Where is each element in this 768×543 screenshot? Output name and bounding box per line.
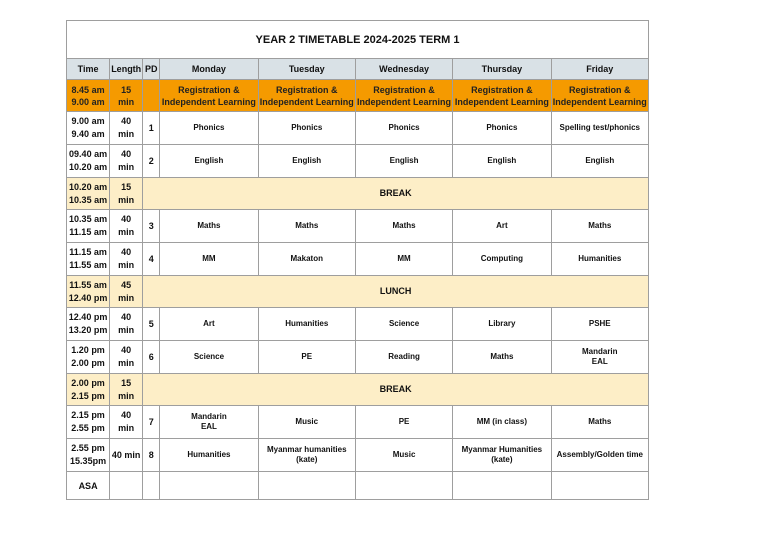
lesson-wednesday: Science (355, 308, 452, 341)
empty-cell (258, 472, 355, 500)
length-value: 40 (121, 312, 132, 322)
table-row (67, 112, 649, 145)
lesson-line1: Myanmar Humanities (461, 445, 543, 454)
lesson-tuesday (258, 439, 355, 472)
timetable (66, 20, 649, 500)
lesson-monday: Humanities (160, 439, 258, 472)
length-cell (110, 243, 143, 276)
lesson-monday: Science (160, 341, 258, 374)
break-row (67, 374, 649, 406)
lesson-wednesday: Phonics (355, 112, 452, 145)
time-start: 2.55 pm (71, 443, 105, 453)
lunch-label: LUNCH (143, 276, 649, 308)
pd-cell: 3 (143, 210, 160, 243)
time-cell (67, 178, 110, 210)
empty-cell (551, 472, 648, 500)
lesson-thursday: Art (453, 210, 551, 243)
time-end: 13.20 pm (68, 325, 108, 335)
time-cell (67, 308, 110, 341)
lesson-cell (160, 80, 258, 112)
time-start: 1.20 pm (71, 345, 105, 355)
time-cell (67, 112, 110, 145)
length-unit: min (118, 325, 135, 335)
time-end: 2.15 pm (71, 390, 105, 401)
time-start: 11.15 am (69, 247, 107, 257)
length-cell (110, 406, 143, 439)
lesson-friday: PSHE (551, 308, 648, 341)
empty-cell (453, 472, 551, 500)
pd-cell: 6 (143, 341, 160, 374)
length-cell (110, 276, 143, 308)
time-end: 2.55 pm (71, 423, 105, 433)
pd-cell: 1 (143, 112, 160, 145)
length-value: 15 (121, 377, 132, 388)
length-unit: min (118, 194, 135, 205)
lesson-line1: Registration & (471, 84, 533, 95)
length-cell: 40 min (110, 439, 143, 472)
length-value: 40 (121, 410, 132, 420)
lesson-friday: English (551, 145, 648, 178)
lesson-wednesday: Reading (355, 341, 452, 374)
time-cell (67, 406, 110, 439)
length-unit: min (118, 423, 135, 433)
time-cell (67, 439, 110, 472)
lesson-line2: Independent Learning (161, 96, 256, 107)
lesson-thursday: Library (453, 308, 551, 341)
empty-cell (143, 472, 160, 500)
time-end: 10.20 am (69, 162, 108, 172)
length-value: 45 (121, 279, 132, 290)
lesson-line1: Myanmar humanities (266, 445, 347, 454)
length-value: 40 (121, 149, 132, 159)
lesson-tuesday: Humanities (258, 308, 355, 341)
table-row (67, 210, 649, 243)
time-start: 12.40 pm (68, 312, 108, 322)
header-pd: PD (143, 59, 160, 80)
lesson-wednesday: English (355, 145, 452, 178)
lesson-tuesday: Phonics (258, 112, 355, 145)
lesson-cell (258, 80, 355, 112)
header-row (67, 59, 649, 80)
length-cell (110, 112, 143, 145)
length-unit: min (118, 162, 135, 172)
pd-cell: 4 (143, 243, 160, 276)
empty-cell (110, 472, 143, 500)
time-start: 2.00 pm (71, 377, 105, 388)
length-value: 15 (121, 181, 132, 192)
lesson-tuesday: Music (258, 406, 355, 439)
time-end: 2.00 pm (71, 358, 105, 368)
lesson-monday: Phonics (160, 112, 258, 145)
length-cell (110, 80, 143, 112)
empty-cell (160, 472, 258, 500)
asa-label: ASA (67, 472, 110, 500)
lesson-line1: Registration & (373, 84, 435, 95)
lesson-tuesday: Makaton (258, 243, 355, 276)
time-start: 2.15 pm (71, 410, 105, 420)
lesson-thursday: Maths (453, 341, 551, 374)
pd-cell: 7 (143, 406, 160, 439)
time-start: 8.45 am (71, 84, 105, 95)
header-length: Length (110, 59, 143, 80)
time-start: 9.00 am (71, 116, 105, 126)
lesson-line2: (kate) (491, 455, 513, 464)
lesson-wednesday: Music (355, 439, 452, 472)
lesson-friday: Spelling test/phonics (551, 112, 648, 145)
time-end: 9.00 am (71, 96, 105, 107)
length-cell (110, 374, 143, 406)
page-title: YEAR 2 TIMETABLE 2024-2025 TERM 1 (67, 21, 649, 59)
time-end: 11.15 am (69, 227, 107, 237)
lesson-thursday: English (453, 145, 551, 178)
empty-cell (355, 472, 452, 500)
length-value: 15 (121, 84, 132, 95)
registration-row (67, 80, 649, 112)
lesson-line1: Mandarin (581, 347, 618, 356)
lesson-wednesday: MM (355, 243, 452, 276)
lesson-thursday: MM (in class) (453, 406, 551, 439)
length-value: 40 (121, 116, 132, 126)
lesson-line1: Registration & (569, 84, 631, 95)
timetable-sheet (66, 20, 649, 500)
lesson-wednesday: Maths (355, 210, 452, 243)
lesson-line2: Independent Learning (259, 96, 354, 107)
pd-cell: 2 (143, 145, 160, 178)
length-cell (110, 308, 143, 341)
lesson-monday: Art (160, 308, 258, 341)
time-end: 10.35 am (69, 194, 108, 205)
lesson-tuesday: English (258, 145, 355, 178)
lesson-line2: Independent Learning (357, 96, 452, 107)
break-row (67, 178, 649, 210)
time-end: 9.40 am (71, 129, 105, 139)
length-cell (110, 210, 143, 243)
lesson-thursday: Computing (453, 243, 551, 276)
header-tuesday: Tuesday (258, 59, 355, 80)
lesson-line2: (kate) (296, 455, 318, 464)
lesson-monday: MM (160, 243, 258, 276)
length-value: 40 (121, 247, 132, 257)
lesson-thursday: Phonics (453, 112, 551, 145)
length-cell (110, 145, 143, 178)
length-value: 40 (121, 214, 132, 224)
time-end: 12.40 pm (68, 292, 108, 303)
lesson-thursday (453, 439, 551, 472)
time-cell (67, 210, 110, 243)
table-row (67, 243, 649, 276)
header-friday: Friday (551, 59, 648, 80)
lesson-monday: Maths (160, 210, 258, 243)
header-thursday: Thursday (453, 59, 551, 80)
length-unit: min (118, 129, 135, 139)
header-monday: Monday (160, 59, 258, 80)
header-wednesday: Wednesday (355, 59, 452, 80)
length-unit: min (118, 227, 135, 237)
lunch-row (67, 276, 649, 308)
time-cell (67, 341, 110, 374)
lesson-line2: Independent Learning (454, 96, 549, 107)
lesson-cell (355, 80, 452, 112)
table-row (67, 439, 649, 472)
time-start: 10.20 am (69, 181, 108, 192)
break-label: BREAK (143, 178, 649, 210)
time-start: 11.55 am (69, 279, 107, 290)
pd-cell: 8 (143, 439, 160, 472)
pd-cell: 5 (143, 308, 160, 341)
lesson-monday (160, 406, 258, 439)
time-cell (67, 243, 110, 276)
table-row (67, 406, 649, 439)
lesson-monday: English (160, 145, 258, 178)
table-row (67, 308, 649, 341)
lesson-cell (551, 80, 648, 112)
pd-cell (143, 80, 160, 112)
length-unit: min (118, 292, 135, 303)
lesson-wednesday: PE (355, 406, 452, 439)
lesson-cell (453, 80, 551, 112)
lesson-friday (551, 341, 648, 374)
length-unit: min (118, 390, 135, 401)
lesson-tuesday: PE (258, 341, 355, 374)
lesson-tuesday: Maths (258, 210, 355, 243)
time-cell (67, 276, 110, 308)
table-row (67, 341, 649, 374)
time-cell (67, 374, 110, 406)
lesson-line1: Registration & (178, 84, 240, 95)
length-cell (110, 178, 143, 210)
lesson-line2: Independent Learning (552, 96, 647, 107)
lesson-friday: Maths (551, 406, 648, 439)
time-end: 15.35pm (70, 456, 107, 466)
lesson-line2: EAL (200, 422, 217, 431)
header-time: Time (67, 59, 110, 80)
length-unit: min (118, 96, 135, 107)
table-row (67, 145, 649, 178)
lesson-line2: EAL (591, 357, 608, 366)
asa-row (67, 472, 649, 500)
lesson-friday: Humanities (551, 243, 648, 276)
length-value: 40 (121, 345, 132, 355)
lesson-friday: Assembly/Golden time (551, 439, 648, 472)
time-cell (67, 80, 110, 112)
lesson-friday: Maths (551, 210, 648, 243)
time-cell (67, 145, 110, 178)
length-unit: min (118, 358, 135, 368)
break-label: BREAK (143, 374, 649, 406)
lesson-line1: Registration & (275, 84, 338, 95)
length-unit: min (118, 260, 135, 270)
time-end: 11.55 am (69, 260, 107, 270)
time-start: 09.40 am (69, 149, 108, 159)
lesson-line1: Mandarin (191, 412, 227, 421)
length-cell (110, 341, 143, 374)
time-start: 10.35 am (69, 214, 108, 224)
